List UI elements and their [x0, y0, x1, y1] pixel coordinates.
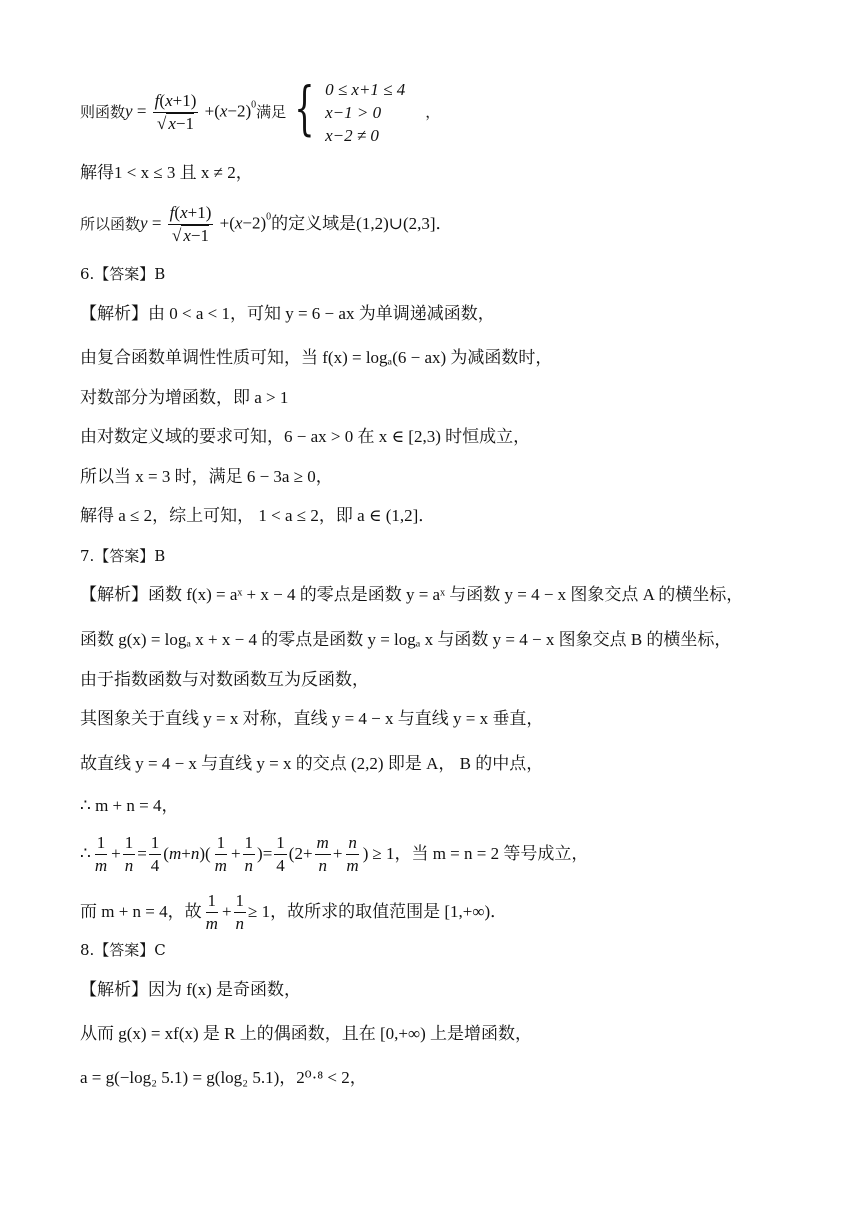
text-post: 的定义域是(1,2)∪(2,3]． [271, 214, 453, 233]
text-prefix: 所以函数 [80, 215, 141, 233]
condition-system: { 0 ≤ x+1 ≤ 4 x−1 > 0 x−2 ≠ 0 [294, 73, 406, 145]
text-line: 由于指数函数与对数函数互为反函数， [80, 670, 369, 689]
text-line: 函数 g(x) = logₐ x + x − 4 的零点是函数 y = logₐ x 与函数 y = 4 − x 图象交点 B 的横坐标， [80, 630, 732, 649]
range-line: 而 m + n = 4，故 $\frac{1}{m}$ + $\frac{1}{n}$ ≥ 1，故所求的取值范围是 [1,+∞)． [80, 890, 508, 933]
answer-6-heading: 6.【答案】B [80, 265, 166, 283]
text-post: ≥ 1，当 m = n = 2 等号成立， [372, 844, 589, 863]
text-mid: 满足 [256, 103, 287, 121]
condition-2: x−1 > 0 [325, 102, 382, 122]
text-line: 其图象关于直线 y = x 对称，直线 y = 4 − x 与直线 y = x 垂直， [80, 709, 544, 728]
text-line: 所以当 x = 3 时，满足 6 − 3a ≥ 0， [80, 467, 333, 486]
text-line: 由复合函数单调性性质可知，当 f(x) = logₐ(6 − ax) 为减函数时， [80, 348, 553, 367]
domain-condition-line [80, 73, 441, 148]
condition-1: 0 ≤ x+1 ≤ 4 [325, 79, 406, 99]
function-formula: y = $\frac{f(x+1)}{√ x-1}$ $+(x-2)^0$ [125, 90, 257, 133]
text-line: 从而 g(x) = xf(x) 是 R 上的偶函数，且在 [0,+∞) 上是增函数， [80, 1024, 533, 1043]
condition-3: x−2 ≠ 0 [325, 125, 379, 145]
text-line: 故直线 y = 4 − x 与直线 y = x 的交点 (2,2) 即是 A， B 的中点， [80, 754, 544, 773]
text-line: 解得 a ≤ 2，综上可知， 1 < a ≤ 2，即 a ∈ (1,2]． [80, 506, 436, 525]
domain-result-line [80, 202, 453, 246]
text-prefix: 则函数 [80, 103, 126, 121]
text-prefix: 而 m + n = 4，故 [80, 902, 202, 921]
text-line: 解得1 < x ≤ 3 且 x ≠ 2， [80, 163, 253, 182]
text-line: 【解析】由 0 < a < 1，可知 y = 6 − ax 为单调递减函数， [80, 304, 495, 323]
text-line: 【解析】因为 f(x) 是奇函数， [80, 980, 301, 999]
text-line: a = g(−log₂ 5.1) = g(log₂ 5.1)，2⁰·⁸ < 2， [80, 1068, 367, 1087]
text-prefix: ∴ [80, 844, 91, 863]
text-post: ， [425, 103, 441, 121]
text-line: 【解析】函数 f(x) = aˣ + x − 4 的零点是函数 y = aˣ 与函数 y = 4 − x 图象交点 A 的横坐标， [80, 585, 744, 604]
function-formula: y = $\frac{f(x+1)}{√ x-1}$ $+(x-2)^0$ [140, 202, 272, 245]
answer-8-heading: 8.【答案】C [80, 941, 166, 959]
text-line: 由对数定义域的要求可知，6 − ax > 0 在 x ∈ [2,3) 时恒成立， [80, 427, 531, 446]
text-post: ≥ 1，故所求的取值范围是 [1,+∞)． [248, 902, 508, 921]
text-line: 对数部分为增函数，即 a > 1 [80, 388, 289, 407]
answer-7-heading: 7.【答案】B [80, 547, 166, 565]
inequality-line: ∴ $\frac{1}{m}$ + $\frac{1}{n}$ = $\frac{1}{4}$ ( m + n )( $\frac{1}{m}$ + $\frac{1}{n}$ )= $\frac{1}{4}$ (2+ $\frac{m}{n}$ + $\frac{n}{m}$ ) ≥ 1，当 m = n = 2 等号成立， [80, 832, 589, 875]
text-line: ∴ m + n = 4， [80, 796, 179, 815]
